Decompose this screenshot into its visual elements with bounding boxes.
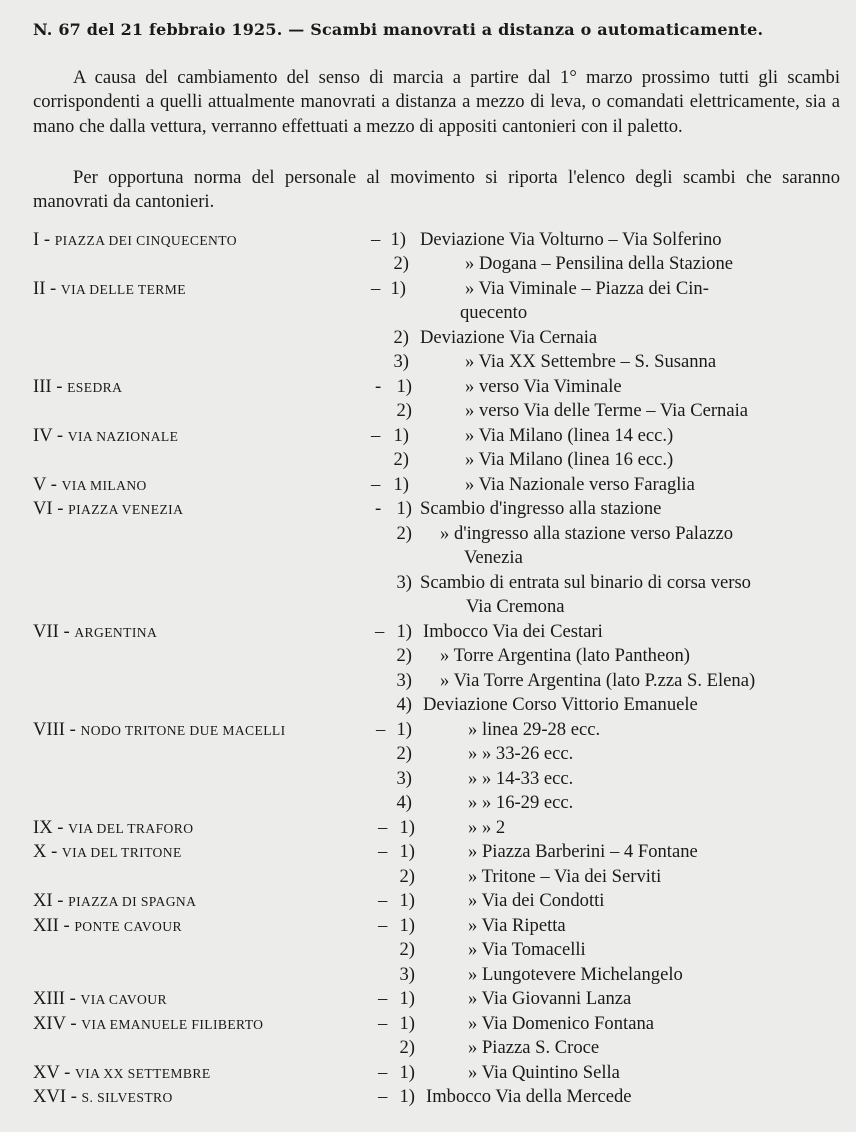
list-row — [0, 865, 856, 889]
dash-separator: – — [378, 1013, 388, 1034]
location-numeral: VIII - — [33, 719, 81, 740]
item-number: 2) — [396, 523, 412, 544]
list-row — [0, 987, 856, 1011]
switch-description: » Dogana – Pensilina della Stazione — [465, 253, 733, 274]
switch-description: Imbocco Via dei Cestari — [423, 621, 603, 642]
location-numeral: XV - — [33, 1062, 76, 1083]
item-number: 1) — [399, 1013, 415, 1034]
location-name — [33, 889, 196, 914]
list-row — [0, 1036, 856, 1060]
list-row — [0, 693, 856, 717]
list-row — [0, 595, 856, 619]
location-label: PIAZZA DEI CINQUECENTO — [54, 233, 237, 248]
item-number: 1) — [396, 376, 412, 397]
switch-description: » » 16-29 ecc. — [468, 792, 574, 813]
switch-description: » Piazza S. Croce — [468, 1037, 600, 1058]
list-row — [0, 767, 856, 791]
location-name — [33, 228, 237, 253]
dash-separator: – — [378, 890, 388, 911]
location-numeral: IX - — [33, 817, 69, 838]
item-number: 1) — [399, 1086, 415, 1107]
list-row — [0, 644, 856, 668]
switch-description: quecento — [460, 302, 528, 323]
switch-description: » Via Ripetta — [468, 915, 566, 936]
item-number: 3) — [393, 351, 409, 372]
location-name — [33, 620, 157, 645]
list-row — [0, 277, 856, 301]
list-row — [0, 252, 856, 276]
location-label: VIA XX SETTEMBRE — [75, 1066, 211, 1081]
location-name — [33, 816, 193, 841]
switch-description: » Via Quintino Sella — [468, 1062, 620, 1083]
list-row — [0, 399, 856, 423]
switch-description: Deviazione Corso Vittorio Emanuele — [423, 694, 698, 715]
item-number: 2) — [399, 939, 415, 960]
switch-description: » Via dei Condotti — [468, 890, 605, 911]
item-number: 4) — [396, 792, 412, 813]
location-label: VIA CAVOUR — [80, 992, 167, 1007]
switch-description: » » 2 — [468, 817, 506, 838]
dash-separator: – — [378, 1062, 388, 1083]
location-label: VIA DELLE TERME — [60, 282, 186, 297]
location-numeral: X - — [33, 841, 62, 862]
item-number: 1) — [396, 621, 412, 642]
switch-description: » Piazza Barberini – 4 Fontane — [468, 841, 698, 862]
list-row — [0, 914, 856, 938]
switch-description: Venezia — [464, 547, 523, 568]
location-label: PIAZZA DI SPAGNA — [68, 894, 197, 909]
location-label: S. SILVESTRO — [81, 1090, 173, 1105]
item-number: 2) — [393, 449, 409, 470]
item-number: 2) — [393, 327, 409, 348]
list-row — [0, 522, 856, 546]
location-name — [33, 1012, 263, 1037]
location-label: VIA DEL TRITONE — [61, 845, 182, 860]
item-number: 1) — [399, 817, 415, 838]
location-name — [33, 987, 167, 1012]
dash-separator: – — [378, 915, 388, 936]
location-label: VIA MILANO — [61, 478, 147, 493]
switch-description: » Via Tomacelli — [468, 939, 586, 960]
location-name — [33, 497, 183, 522]
location-numeral: V - — [33, 474, 62, 495]
item-number: 1) — [396, 719, 412, 740]
switch-description: » » 33-26 ecc. — [468, 743, 574, 764]
item-number: 1) — [396, 498, 412, 519]
item-number: 1) — [399, 1062, 415, 1083]
item-number: 2) — [396, 645, 412, 666]
dash-separator: – — [378, 817, 388, 838]
list-row — [0, 620, 856, 644]
list-row — [0, 889, 856, 913]
list-row — [0, 840, 856, 864]
item-number: 1) — [393, 425, 409, 446]
item-number: 1) — [399, 841, 415, 862]
switch-description: » Via Milano (linea 14 ecc.) — [465, 425, 674, 446]
location-name — [33, 424, 178, 449]
location-numeral: VI - — [33, 498, 69, 519]
dash-separator: - — [375, 498, 382, 519]
dash-separator: – — [371, 474, 381, 495]
location-numeral: VII - — [33, 621, 75, 642]
list-row — [0, 350, 856, 374]
location-name — [33, 718, 286, 743]
location-numeral: IV - — [33, 425, 68, 446]
item-number: 1) — [393, 474, 409, 495]
switch-description: Scambio di entrata sul binario di corsa verso — [420, 572, 751, 593]
list-row — [0, 1061, 856, 1085]
location-label: PIAZZA VENEZIA — [68, 502, 184, 517]
list-row — [0, 497, 856, 521]
list-row — [0, 424, 856, 448]
switch-description: » Via Domenico Fontana — [468, 1013, 654, 1034]
list-row — [0, 938, 856, 962]
list-row — [0, 375, 856, 399]
dash-separator: – — [371, 425, 381, 446]
location-numeral: XIV - — [33, 1013, 82, 1034]
location-name — [33, 375, 122, 400]
list-row — [0, 718, 856, 742]
dash-separator: - — [375, 376, 382, 397]
switch-description: » Via Giovanni Lanza — [468, 988, 632, 1009]
location-name — [33, 1085, 173, 1110]
switch-description: » » 14-33 ecc. — [468, 768, 574, 789]
switch-description: » verso Via delle Terme – Via Cernaia — [465, 400, 749, 421]
item-number: 2) — [396, 400, 412, 421]
item-number: 1) — [399, 890, 415, 911]
switch-description: » Via XX Settembre – S. Susanna — [465, 351, 717, 372]
list-row — [0, 742, 856, 766]
list-row — [0, 963, 856, 987]
location-name — [33, 277, 186, 302]
switch-description: » Via Viminale – Piazza dei Cin- — [465, 278, 709, 299]
location-label: VIA DEL TRAFORO — [68, 821, 194, 836]
location-name — [33, 914, 182, 939]
location-label: VIA NAZIONALE — [67, 429, 179, 444]
switch-description: » Tritone – Via dei Serviti — [468, 866, 662, 887]
item-number: 2) — [393, 253, 409, 274]
location-numeral: XVI - — [33, 1086, 82, 1107]
location-numeral: XIII - — [33, 988, 81, 1009]
location-numeral: II - — [33, 278, 61, 299]
list-row — [0, 326, 856, 350]
dash-separator: – — [371, 278, 381, 299]
switch-description: » d'ingresso alla stazione verso Palazzo — [440, 523, 734, 544]
list-row — [0, 301, 856, 325]
switch-description: Scambio d'ingresso alla stazione — [420, 498, 662, 519]
item-number: 4) — [396, 694, 412, 715]
circular-title: N. 67 del 21 febbraio 1925. — Scambi manovrati a distanza o automaticamente. — [33, 20, 764, 39]
switch-description: » Via Torre Argentina (lato P.zza S. Elena) — [440, 670, 756, 691]
switch-description: » verso Via Viminale — [465, 376, 622, 397]
location-numeral: XII - — [33, 915, 75, 936]
item-number: 1) — [399, 915, 415, 936]
list-row — [0, 1012, 856, 1036]
item-number: 1) — [390, 229, 406, 250]
list-row — [0, 1085, 856, 1109]
list-row — [0, 546, 856, 570]
switch-description: » Via Milano (linea 16 ecc.) — [465, 449, 674, 470]
dash-separator: – — [378, 1086, 388, 1107]
switch-description: » Via Nazionale verso Faraglia — [465, 474, 695, 495]
list-row — [0, 228, 856, 252]
list-row — [0, 571, 856, 595]
switch-description: Via Cremona — [466, 596, 565, 617]
list-row — [0, 448, 856, 472]
dash-separator: – — [378, 841, 388, 862]
switch-description: » linea 29-28 ecc. — [468, 719, 601, 740]
dash-separator: – — [375, 621, 385, 642]
item-number: 1) — [390, 278, 406, 299]
switch-description: Deviazione Via Cernaia — [420, 327, 598, 348]
paragraph-intro: A causa del cambiamento del senso di marcia a partire dal 1° marzo prossimo tutti gli scambi corrispondenti a quelli attualmente manovrati a distanza a mezzo di leva, o comandati elettricamente, sia a mano che dalla vettura, verranno effettuati a mezzo di appositi cantonieri con il paletto. — [33, 67, 840, 137]
location-label: VIA EMANUELE FILIBERTO — [81, 1017, 264, 1032]
location-label: PONTE CAVOUR — [74, 919, 182, 934]
item-number: 3) — [396, 768, 412, 789]
item-number: 3) — [396, 670, 412, 691]
dash-separator: – — [371, 229, 381, 250]
location-label: ARGENTINA — [74, 625, 158, 640]
list-row — [0, 791, 856, 815]
dash-separator: – — [376, 719, 386, 740]
location-name — [33, 1061, 211, 1086]
item-number: 2) — [399, 1037, 415, 1058]
item-number: 3) — [399, 964, 415, 985]
location-numeral: I - — [33, 229, 55, 250]
location-name — [33, 840, 182, 865]
dash-separator: – — [378, 988, 388, 1009]
location-numeral: III - — [33, 376, 68, 397]
list-row — [0, 816, 856, 840]
item-number: 1) — [399, 988, 415, 1009]
switch-description: Deviazione Via Volturno – Via Solferino — [420, 229, 722, 250]
item-number: 2) — [396, 743, 412, 764]
list-row — [0, 669, 856, 693]
location-label: ESEDRA — [67, 380, 123, 395]
list-row — [0, 473, 856, 497]
item-number: 3) — [396, 572, 412, 593]
paragraph-norm: Per opportuna norma del personale al movimento si riporta l'elenco degli scambi che saranno manovrati da cantonieri. — [33, 167, 840, 213]
item-number: 2) — [399, 866, 415, 887]
location-numeral: XI - — [33, 890, 69, 911]
switch-description: » Lungotevere Michelangelo — [468, 964, 683, 985]
switch-description: Imbocco Via della Mercede — [426, 1086, 632, 1107]
location-name — [33, 473, 147, 498]
switch-description: » Torre Argentina (lato Pantheon) — [440, 645, 690, 666]
location-label: NODO TRITONE DUE MACELLI — [80, 723, 286, 738]
